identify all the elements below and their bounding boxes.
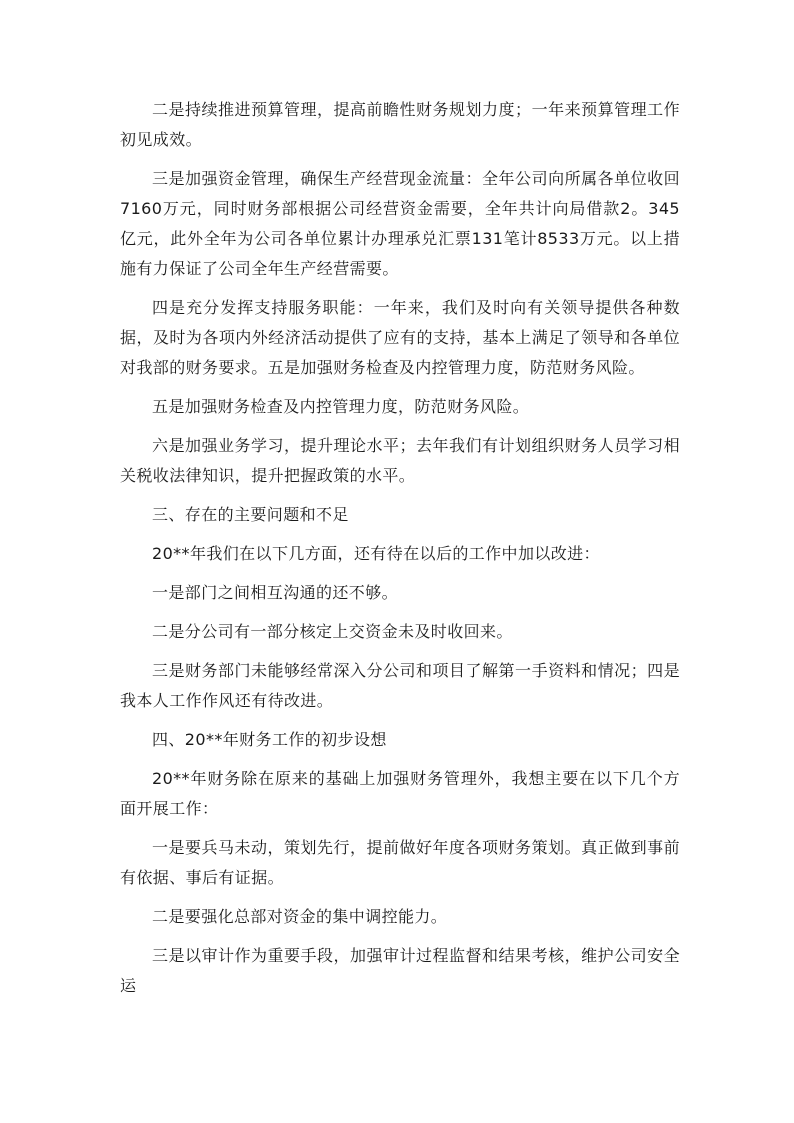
paragraph-business-learning: 六是加强业务学习，提升理论水平；去年我们有计划组织财务人员学习相关税收法律知识，提升把握政策的水平。 [120,436,680,485]
document-body [120,95,680,1010]
paragraph-fund-collection: 二是分公司有一部分核定上交资金未及时收回来。 [152,622,513,641]
paragraph-audit: 三是以审计作为重要手段，加强审计过程监督和结果考核，维护公司安全运 [120,946,680,995]
paragraph-budget-management: 二是持续推进预算管理，提高前瞻性财务规划力度；一年来预算管理工作初见成效。 [120,100,680,149]
paragraph-capital-management: 三是加强资金管理，确保生产经营现金流量：全年公司向所属各单位收回7160万元，同时财务部根据公司经营资金需要，全年共计向局借款2。345亿元，此外全年为公司各单位累计办理承兑汇票131笔计8533万元。以上措施有力保证了公司全年生产经营需要。 [120,169,680,278]
paragraph-fund-control: 二是要强化总部对资金的集中调控能力。 [152,907,448,926]
paragraph-internal-control: 五是加强财务检查及内控管理力度，防范财务风险。 [152,397,530,416]
paragraph-improvement-intro: 20**年我们在以下几方面，还有待在以后的工作中加以改进： [152,544,600,563]
paragraph-plans-intro: 20**年财务除在原来的基础上加强财务管理外，我想主要在以下几个方面开展工作： [120,769,680,818]
paragraph-field-research: 三是财务部门未能够经常深入分公司和项目了解第一手资料和情况；四是我本人工作作风还有待改进。 [120,661,680,710]
section-heading-plans: 四、20**年财务工作的初步设想 [152,730,387,749]
paragraph-communication: 一是部门之间相互沟通的还不够。 [152,583,399,602]
paragraph-planning-first: 一是要兵马未动，策划先行，提前做好年度各项财务策划。真正做到事前有依据、事后有证据。 [120,838,680,887]
section-heading-problems: 三、存在的主要问题和不足 [152,505,349,524]
paragraph-service-function: 四是充分发挥支持服务职能：一年来，我们及时向有关领导提供各种数据，及时为各项内外经济活动提供了应有的支持，基本上满足了领导和各单位对我部的财务要求。五是加强财务检查及内控管理力度，防范财务风险。 [120,298,680,377]
